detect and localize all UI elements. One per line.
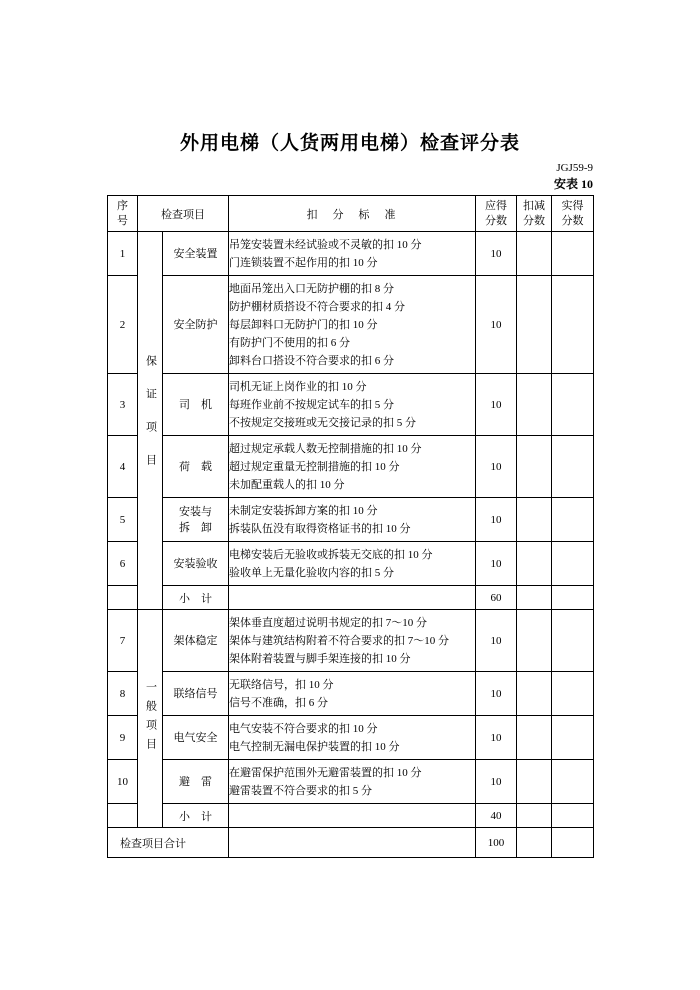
actual-score-cell [552, 610, 594, 672]
standard-cell: 架体垂直度超过说明书规定的扣 7～10 分 架体与建筑结构附着不符合要求的扣 7～10 分 架体附着装置与脚手架连接的扣 10 分 [229, 610, 476, 672]
standard-cell: 超过规定承载人数无控制措施的扣 10 分 超过规定重量无控制措施的扣 10 分 未加配重载人的扣 10 分 [229, 436, 476, 498]
deduct-score-cell [517, 828, 552, 858]
deduct-score-cell [517, 586, 552, 610]
deduct-score-cell [517, 374, 552, 436]
deduct-score-cell [517, 760, 552, 804]
code-block [107, 161, 593, 192]
deduct-score-cell [517, 716, 552, 760]
serial-cell: 6 [108, 542, 138, 586]
total-row [108, 828, 594, 858]
table-row [108, 498, 594, 542]
item-cell: 荷 载 [163, 436, 229, 498]
table-row [108, 542, 594, 586]
serial-cell: 10 [108, 760, 138, 804]
should-score-cell: 10 [476, 232, 517, 276]
page-title: 外用电梯（人货两用电梯）检查评分表 [179, 133, 520, 154]
standard-cell [229, 804, 476, 828]
total-label-cell: 检查项目合计 [108, 828, 229, 858]
subtotal-label-cell: 小 计 [163, 586, 229, 610]
should-score-cell: 10 [476, 498, 517, 542]
category-cell-general [138, 610, 163, 828]
actual-score-cell [552, 542, 594, 586]
actual-score-cell [552, 672, 594, 716]
header-deduct-score: 扣减分数 [517, 196, 552, 232]
serial-cell: 3 [108, 374, 138, 436]
standard-cell [229, 586, 476, 610]
inspection-score-table [107, 195, 594, 858]
serial-cell: 7 [108, 610, 138, 672]
subtotal-label-cell: 小 计 [163, 804, 229, 828]
item-cell: 安全防护 [163, 276, 229, 374]
should-score-cell: 10 [476, 672, 517, 716]
table-row [108, 232, 594, 276]
table-row [108, 716, 594, 760]
actual-score-cell [552, 436, 594, 498]
should-score-cell: 10 [476, 760, 517, 804]
should-score-cell: 10 [476, 610, 517, 672]
table-row [108, 436, 594, 498]
subtotal-score-cell: 40 [476, 804, 517, 828]
deduct-score-cell [517, 436, 552, 498]
standard-cell: 在避雷保护范围外无避雷装置的扣 10 分 避雷装置不符合要求的扣 5 分 [229, 760, 476, 804]
category-label: 保证项目 [144, 354, 157, 487]
subtotal-row [108, 586, 594, 610]
standard-cell: 无联络信号，扣 10 分 信号不准确，扣 6 分 [229, 672, 476, 716]
serial-cell [108, 804, 138, 828]
item-cell: 安装与 拆 卸 [163, 498, 229, 542]
header-actual-score: 实得分数 [552, 196, 594, 232]
item-cell: 联络信号 [163, 672, 229, 716]
subtotal-row [108, 804, 594, 828]
header-item: 检查项目 [138, 196, 229, 232]
deduct-score-cell [517, 672, 552, 716]
serial-cell: 8 [108, 672, 138, 716]
total-score-cell: 100 [476, 828, 517, 858]
actual-score-cell [552, 232, 594, 276]
deduct-score-cell [517, 804, 552, 828]
header-row [108, 196, 594, 232]
standard-cell: 电梯安装后无验收或拆装无交底的扣 10 分 验收单上无量化验收内容的扣 5 分 [229, 542, 476, 586]
table-row [108, 610, 594, 672]
should-score-cell: 10 [476, 542, 517, 586]
table-code: 安表 10 [553, 177, 593, 191]
should-score-cell: 10 [476, 374, 517, 436]
item-cell: 避 雷 [163, 760, 229, 804]
category-label: 一般项目 [144, 680, 157, 757]
table-row [108, 276, 594, 374]
item-cell: 安全装置 [163, 232, 229, 276]
item-cell: 安装验收 [163, 542, 229, 586]
actual-score-cell [552, 828, 594, 858]
actual-score-cell [552, 374, 594, 436]
table-row [108, 760, 594, 804]
header-standard: 扣 分 标 准 [229, 196, 476, 232]
serial-cell: 1 [108, 232, 138, 276]
actual-score-cell [552, 760, 594, 804]
serial-cell: 4 [108, 436, 138, 498]
deduct-score-cell [517, 610, 552, 672]
serial-cell: 2 [108, 276, 138, 374]
item-cell: 司 机 [163, 374, 229, 436]
standard-cell: 电气安装不符合要求的扣 10 分 电气控制无漏电保护装置的扣 10 分 [229, 716, 476, 760]
should-score-cell: 10 [476, 276, 517, 374]
actual-score-cell [552, 586, 594, 610]
subtotal-score-cell: 60 [476, 586, 517, 610]
serial-cell [108, 586, 138, 610]
serial-cell: 9 [108, 716, 138, 760]
header-should-score: 应得分数 [476, 196, 517, 232]
deduct-score-cell [517, 498, 552, 542]
deduct-score-cell [517, 232, 552, 276]
standard-cell [229, 828, 476, 858]
actual-score-cell [552, 716, 594, 760]
actual-score-cell [552, 804, 594, 828]
standard-cell: 吊笼安装置未经试验或不灵敏的扣 10 分 门连锁装置不起作用的扣 10 分 [229, 232, 476, 276]
header-serial: 序号 [108, 196, 138, 232]
table-row [108, 374, 594, 436]
item-cell: 架体稳定 [163, 610, 229, 672]
standard-cell: 未制定安装拆卸方案的扣 10 分 拆装队伍没有取得资格证书的扣 10 分 [229, 498, 476, 542]
actual-score-cell [552, 276, 594, 374]
doc-code: JGJ59-9 [556, 162, 593, 174]
category-cell-guarantee [138, 232, 163, 610]
item-cell: 电气安全 [163, 716, 229, 760]
standard-cell: 地面吊笼出入口无防护棚的扣 8 分 防护棚材质搭设不符合要求的扣 4 分 每层卸料口无防护门的扣 10 分 有防护门不使用的扣 6 分 卸料台口搭设不符合要求的扣 6 分 [229, 276, 476, 374]
deduct-score-cell [517, 276, 552, 374]
should-score-cell: 10 [476, 716, 517, 760]
standard-cell: 司机无证上岗作业的扣 10 分 每班作业前不按规定试车的扣 5 分 不按规定交接班或无交接记录的扣 5 分 [229, 374, 476, 436]
deduct-score-cell [517, 542, 552, 586]
actual-score-cell [552, 498, 594, 542]
table-row [108, 672, 594, 716]
should-score-cell: 10 [476, 436, 517, 498]
serial-cell: 5 [108, 498, 138, 542]
